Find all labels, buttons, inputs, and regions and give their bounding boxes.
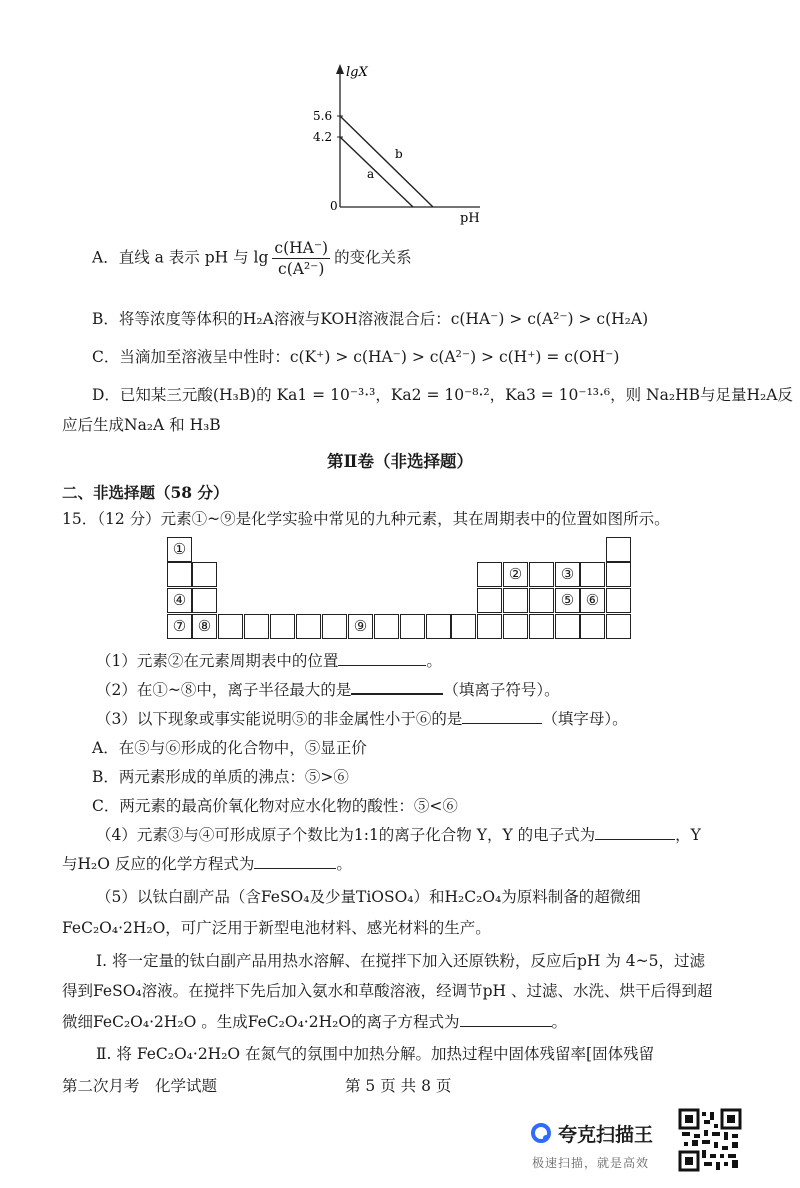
q15-sub2 xyxy=(96,679,560,701)
answer-blank[interactable] xyxy=(462,723,542,724)
sub2-end: （填离子符号）。 xyxy=(443,681,560,699)
cell xyxy=(322,614,347,639)
section-title: 第Ⅱ卷（非选择题） xyxy=(327,452,473,471)
cell-e7: ⑦ xyxy=(167,614,192,639)
cell xyxy=(555,614,580,639)
origin-label: 0 xyxy=(330,199,338,213)
q15-sub4-line2 xyxy=(62,853,352,875)
cell-e8: ⑧ xyxy=(192,614,217,639)
option-a xyxy=(92,238,412,279)
q15-sub5-I-line3 xyxy=(62,1011,567,1033)
scanner-watermark xyxy=(530,1118,670,1176)
qr-code-icon xyxy=(678,1108,742,1172)
option-d-line2: 应后生成Na₂A 和 H₃B xyxy=(62,416,221,434)
cell xyxy=(167,562,192,587)
cell xyxy=(218,614,243,639)
cell xyxy=(606,614,631,639)
fraction-denominator: c(A²⁻) xyxy=(278,260,325,278)
q15-sub5-line1: （5）以钛白副产品（含FeSO₄及少量TiOSO₄）和H₂C₂O₄为原料制备的超微细 xyxy=(96,888,641,906)
cell xyxy=(606,562,631,587)
sub2-text: （2）在①~⑧中，离子半径最大的是 xyxy=(96,681,352,699)
label-b: b xyxy=(395,147,403,161)
q15-sub3 xyxy=(96,708,628,730)
sub1-text: （1）元素②在元素周期表中的位置 xyxy=(96,652,339,670)
cell xyxy=(580,562,605,587)
cell xyxy=(270,614,295,639)
sub1-end: 。 xyxy=(426,652,442,670)
sub4-end-2: 。 xyxy=(336,855,352,873)
sub3-text: （3）以下现象或事实能说明⑤的非金属性小于⑥的是 xyxy=(96,710,463,728)
sub5-end: 。 xyxy=(551,1013,568,1031)
q15-opt3b: B．两元素形成的单质的沸点：⑤>⑥ xyxy=(92,768,349,786)
series-line-b xyxy=(340,116,433,207)
tick-label-4-2: 4.2 xyxy=(313,130,333,144)
option-a-suffix: 的变化关系 xyxy=(334,248,412,267)
q15-opt3a: A．在⑤与⑥形成的化合物中，⑤显正价 xyxy=(92,739,367,757)
cell-e5: ⑤ xyxy=(555,588,580,613)
q15-stem: 15．（12 分）元素①~⑨是化学实验中常见的九种元素，其在周期表中的位置如图所示。 xyxy=(62,510,670,528)
cell-e2: ② xyxy=(503,562,528,587)
cell xyxy=(244,614,269,639)
periodic-table xyxy=(167,537,633,642)
option-d-line1: D．已知某三元酸(H₃B)的 Ka1 = 10⁻³·³，Ka2 = 10⁻⁸·²，Ka3 = 10⁻¹³·⁶，则 Na₂HB与足量H₂A反 xyxy=(92,386,793,404)
cell-e3: ③ xyxy=(555,562,580,587)
cell xyxy=(503,614,528,639)
sub4-text: （4）元素③与④可形成原子个数比为1:1的离子化合物 Y，Y 的电子式为 xyxy=(96,826,596,844)
cell-e6: ⑥ xyxy=(580,588,605,613)
cell xyxy=(374,614,399,639)
cell xyxy=(400,614,425,639)
part2-heading: 二、非选择题（58 分） xyxy=(62,483,229,502)
q15-sub5-II-line1: Ⅱ. 将 FeC₂O₄·2H₂O 在氮气的氛围中加热分解。加热过程中固体残留率[固体残留 xyxy=(96,1045,655,1063)
option-a-prefix: A．直线 a 表示 pH 与 lg xyxy=(92,248,269,267)
q15-sub5-line2: FeC₂O₄·2H₂O，可广泛用于新型电池材料、感光材料的生产。 xyxy=(62,919,491,937)
scanner-logo-icon xyxy=(530,1122,552,1144)
cell xyxy=(477,588,502,613)
cell xyxy=(606,588,631,613)
cell xyxy=(503,588,528,613)
label-a: a xyxy=(367,167,375,181)
cell xyxy=(192,562,217,587)
y-axis-label: lgX xyxy=(346,65,368,80)
q15-sub5-I-line2: 得到FeSO₄溶液。在搅拌下先后加入氨水和草酸溶液，经调节pH 、过滤、水洗、烘干后得到超 xyxy=(62,982,713,1000)
cell xyxy=(477,562,502,587)
q15-sub4-line1 xyxy=(96,824,701,846)
tick-label-5-6: 5.6 xyxy=(313,109,333,123)
scanner-brand: 夸克扫描王 xyxy=(558,1124,654,1146)
sub4-text-2: 与H₂O 反应的化学方程式为 xyxy=(62,855,255,873)
answer-blank[interactable] xyxy=(460,1026,552,1027)
scanner-slogan: 极速扫描，就是高效 xyxy=(532,1156,650,1170)
q15-opt3c: C．两元素的最高价氧化物对应水化物的酸性：⑤<⑥ xyxy=(92,797,458,815)
footer-page-number: 第 5 页 共 8 页 xyxy=(345,1077,452,1095)
fraction xyxy=(272,238,330,279)
cell xyxy=(426,614,451,639)
option-c: C．当滴加至溶液呈中性时：c(K⁺) > c(HA⁻) > c(A²⁻) > c(H⁺) = c(OH⁻) xyxy=(92,348,620,366)
cell-e9: ⑨ xyxy=(348,614,373,639)
sub3-end: （填字母）。 xyxy=(542,710,628,728)
cell xyxy=(580,614,605,639)
cell xyxy=(451,614,476,639)
cell xyxy=(529,588,554,613)
cell xyxy=(529,562,554,587)
answer-blank[interactable] xyxy=(351,693,443,695)
answer-blank[interactable] xyxy=(338,665,426,666)
cell xyxy=(296,614,321,639)
cell-e1: ① xyxy=(167,537,192,562)
sub4-end: ，Y xyxy=(675,826,701,844)
cell-noble-r1 xyxy=(606,537,631,562)
cell xyxy=(192,588,217,613)
fraction-numerator: c(HA⁻) xyxy=(274,239,329,257)
q15-sub1 xyxy=(96,650,442,672)
answer-blank[interactable] xyxy=(254,868,336,869)
sub5-text: 微细FeC₂O₄·2H₂O 。生成FeC₂O₄·2H₂O的离子方程式为 xyxy=(62,1013,460,1031)
q15-sub5-I-line1: Ⅰ. 将一定量的钛白副产品用热水溶解、在搅拌下加入还原铁粉，反应后pH 为 4~5，过滤 xyxy=(96,952,705,970)
cell xyxy=(477,614,502,639)
cell xyxy=(529,614,554,639)
cell-e4: ④ xyxy=(167,588,192,613)
y-axis-arrow xyxy=(336,64,344,74)
option-b: B．将等浓度等体积的H₂A溶液与KOH溶液混合后：c(HA⁻) > c(A²⁻) > c(H₂A) xyxy=(92,310,649,328)
answer-blank[interactable] xyxy=(595,839,675,840)
lgx-ph-graph xyxy=(300,62,500,227)
footer-exam-title: 第二次月考 化学试题 xyxy=(62,1077,218,1095)
x-axis-label: pH xyxy=(460,211,480,226)
